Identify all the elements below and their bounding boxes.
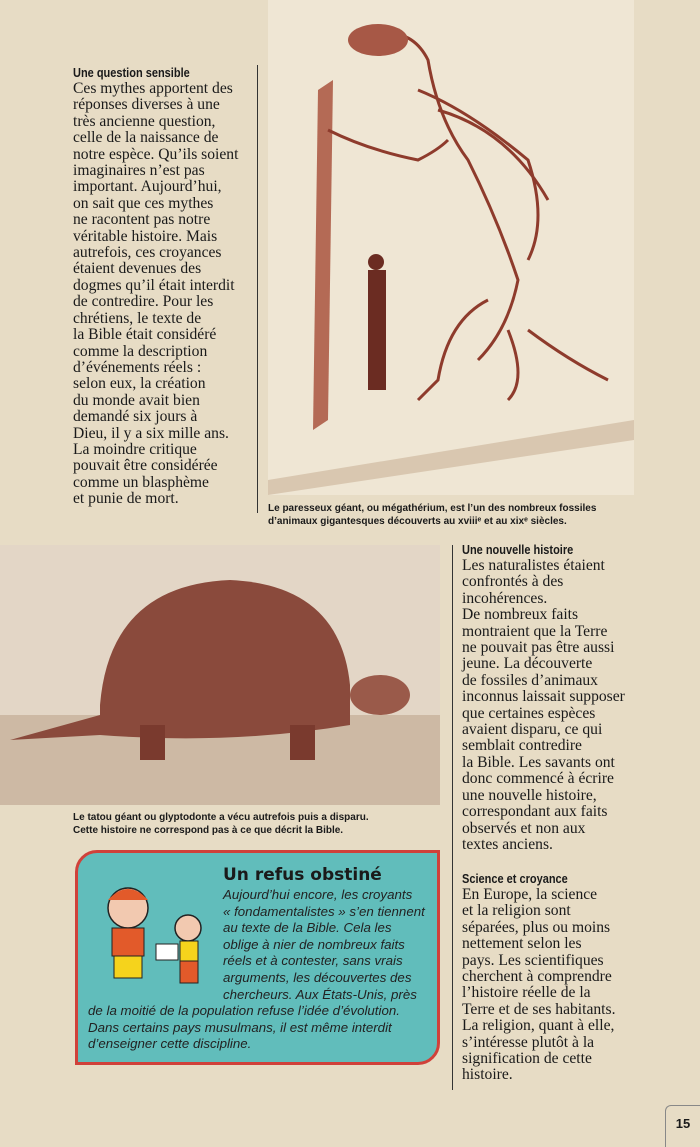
text-line: important. Aujourd’hui, — [73, 178, 222, 196]
column-divider-right — [452, 545, 453, 1090]
text-line: pays. Les scientifiques — [462, 951, 604, 969]
text-line: une nouvelle histoire, — [462, 786, 597, 804]
text-line: Le tatou géant ou glyptodonte a vécu autrefois puis a disparu. — [73, 812, 369, 823]
text-line: incohérences. — [462, 589, 548, 607]
text-line: demandé six jours à — [73, 408, 198, 426]
text-line: La moindre critique — [73, 440, 197, 458]
text-line: très ancienne question, — [73, 112, 216, 130]
text-line: confrontés à des — [462, 573, 564, 591]
text-line: s’intéresse plutôt à la — [462, 1033, 595, 1051]
section-body-question-sensible — [73, 81, 238, 508]
text-line: d’enseigner cette discipline. — [88, 1036, 252, 1052]
text-line: au texte de la Bible. Cela les — [223, 920, 392, 936]
text-line: celle de la naissance de — [73, 129, 219, 147]
text-line: de la moitié de la population refuse l’idée d’évolution. — [88, 1003, 400, 1019]
text-line: Terre et de ses habitants. — [462, 1000, 616, 1018]
text-line: du monde avait bien — [73, 391, 200, 409]
text-line: et punie de mort. — [73, 490, 179, 508]
text-line: étaient devenues des — [73, 260, 202, 278]
text-line: d’événements réels : — [73, 358, 202, 376]
text-line: d’animaux gigantesques découverts au xviiiᵉ et au xixᵉ siècles. — [268, 516, 567, 527]
text-line: ne pouvait pas être aussi — [462, 639, 615, 657]
text-line: l’histoire réelle de la — [462, 984, 591, 1002]
text-line: nettement selon les — [462, 935, 582, 953]
text-line: histoire. — [462, 1066, 513, 1084]
text-line: avaient disparu, ce qui — [462, 721, 603, 739]
text-line: textes anciens. — [462, 835, 553, 853]
text-line: comme la description — [73, 342, 208, 360]
section-heading-nouvelle-histoire: Une nouvelle histoire — [462, 543, 574, 557]
text-line: Cette histoire ne correspond pas à ce que décrit la Bible. — [73, 825, 344, 836]
section-body-nouvelle-histoire — [462, 558, 625, 853]
text-line: Ces mythes apportent des — [73, 80, 233, 97]
text-line: la Bible. Les savants ont — [462, 753, 615, 771]
text-line: comme un blasphème — [73, 473, 209, 491]
text-line: notre espèce. Qu’ils soient — [73, 145, 239, 163]
text-line: que certaines espèces — [462, 704, 596, 722]
text-line: cherchent à comprendre — [462, 968, 612, 986]
text-line: réels et à contester, sans vrais — [223, 953, 403, 969]
text-line: observés et non aux — [462, 819, 586, 837]
text-line: de fossiles d’animaux — [462, 671, 598, 689]
text-line: inconnus laissait supposer — [462, 688, 625, 706]
text-line: autrefois, ces croyances — [73, 244, 222, 262]
text-line: arguments, les découvertes des — [223, 969, 412, 985]
text-line: chrétiens, le texte de — [73, 309, 202, 327]
caption-megatherium — [268, 502, 596, 528]
text-line: véritable histoire. Mais — [73, 227, 218, 245]
text-line: De nombreux faits — [462, 606, 579, 624]
text-line: « fondamentalistes » s’en tiennent — [223, 903, 425, 919]
section-body-science-croyance — [462, 887, 616, 1084]
text-line: ne racontent pas notre — [73, 211, 211, 229]
page-number: 15 — [665, 1105, 700, 1147]
text-line: réponses diverses à une — [73, 96, 220, 114]
text-line: signification de cette — [462, 1050, 592, 1068]
text-line: jeune. La découverte — [462, 655, 593, 673]
text-line: Aujourd’hui encore, les croyants — [223, 887, 413, 902]
text-line: pouvait être considérée — [73, 457, 218, 475]
text-line: et la religion sont — [462, 902, 571, 920]
glyptodon-illustration — [0, 545, 440, 805]
text-line: donc commencé à écrire — [462, 770, 614, 788]
text-line: Dans certains pays musulmans, il est même interdit — [88, 1019, 392, 1035]
text-line: Les naturalistes étaient — [462, 557, 605, 574]
column-divider — [257, 65, 258, 513]
text-line: montraient que la Terre — [462, 622, 608, 640]
section-heading-science-croyance: Science et croyance — [462, 872, 568, 886]
text-line: de contredire. Pour les — [73, 293, 214, 311]
text-line: imaginaires n’est pas — [73, 162, 205, 180]
text-line: dogmes qu’il était interdit — [73, 276, 235, 294]
text-line: La religion, quant à elle, — [462, 1017, 615, 1035]
text-line: la Bible était considéré — [73, 326, 217, 344]
section-heading-question-sensible: Une question sensible — [73, 66, 190, 80]
info-box-refus-obstine — [75, 850, 440, 1065]
text-line: séparées, plus ou moins — [462, 918, 611, 936]
info-box-title: Un refus obstiné — [223, 865, 382, 885]
megatherium-skeleton-illustration — [268, 0, 634, 495]
text-line: Le paresseux géant, ou mégathérium, est l’un des nombreux fossiles — [268, 503, 597, 514]
text-line: chercheurs. Aux États-Unis, près — [223, 986, 417, 1002]
text-line: correspondant aux faits — [462, 803, 608, 821]
caption-glyptodon — [73, 811, 369, 837]
text-line: semblait contredire — [462, 737, 582, 755]
text-line: selon eux, la création — [73, 375, 206, 393]
text-line: on sait que ces mythes — [73, 194, 214, 212]
text-line: Dieu, il y a six mille ans. — [73, 424, 229, 442]
info-box-text — [88, 887, 425, 1053]
text-line: En Europe, la science — [462, 886, 598, 903]
text-line: oblige à nier de nombreux faits — [223, 936, 405, 952]
